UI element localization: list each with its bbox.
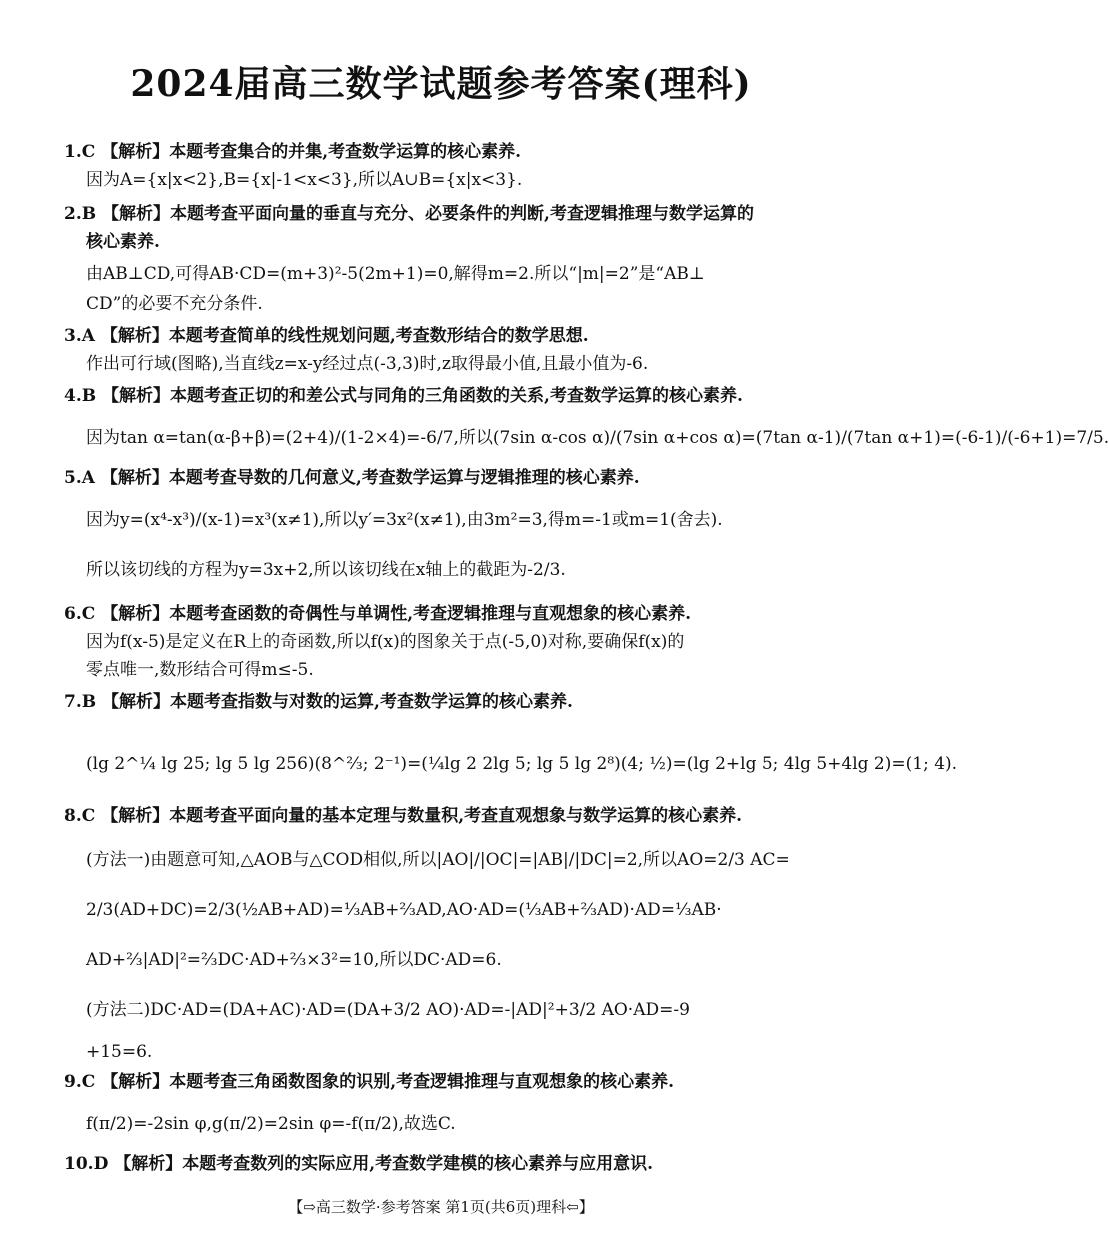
page-title: 2024届高三数学试题参考答案(理科) [130, 63, 752, 105]
q5-body-2: 所以该切线的方程为y=3x+2,所以该切线在x轴上的截距为-2/3. [86, 560, 566, 580]
q2-body-2: CD”的必要不充分条件. [86, 294, 263, 314]
q3-body: 作出可行域(图略),当直线z=x-y经过点(-3,3)时,z取得最小值,且最小值为-6. [86, 354, 649, 374]
q1-body: 因为A={x|x<2},B={x|-1<x<3},所以A∪B={x|x<3}. [86, 170, 523, 190]
q2-heading-cont: 核心素养. [86, 232, 160, 252]
q6-body-1: 因为f(x-5)是定义在R上的奇函数,所以f(x)的图象关于点(-5,0)对称,要确保f(x)的 [86, 632, 685, 652]
q4-heading: 4.B 【解析】本题考查正切的和差公式与同角的三角函数的关系,考查数学运算的核心素养. [64, 386, 743, 406]
q2-heading: 2.B 【解析】本题考查平面向量的垂直与充分、必要条件的判断,考查逻辑推理与数学运算的 [64, 204, 754, 224]
q8-method1-1: (方法一)由题意可知,△AOB与△COD相似,所以|AO|/|OC|=|AB|/|DC|=2,所以AO=2/3 AC= [86, 850, 790, 870]
q6-body-2: 零点唯一,数形结合可得m≤-5. [86, 660, 314, 680]
q10-heading: 10.D 【解析】本题考查数列的实际应用,考查数学建模的核心素养与应用意识. [64, 1154, 654, 1174]
q5-body-1: 因为y=(x⁴-x³)/(x-1)=x³(x≠1),所以y′=3x²(x≠1),由3m²=3,得m=-1或m=1(舍去). [86, 510, 723, 530]
q2-body-1: 由AB⊥CD,可得AB·CD=(m+3)²-5(2m+1)=0,解得m=2.所以“|m|=2”是“AB⊥ [86, 264, 705, 284]
q6-heading: 6.C 【解析】本题考查函数的奇偶性与单调性,考查逻辑推理与直观想象的核心素养. [64, 604, 692, 624]
q1-heading: 1.C 【解析】本题考查集合的并集,考查数学运算的核心素养. [64, 142, 522, 162]
q8-method2-1: (方法二)DC·AD=(DA+AC)·AD=(DA+3/2 AO)·AD=-|AD|²+3/2 AO·AD=-9 [86, 1000, 690, 1020]
q4-body: 因为tan α=tan(α-β+β)=(2+4)/(1-2×4)=-6/7,所以(7sin α-cos α)/(7sin α+cos α)=(7tan α-1)/(7tan α+1)=(-6-1)/(-6+1)=7/5. [86, 428, 1109, 448]
q5-heading: 5.A 【解析】本题考查导数的几何意义,考查数学运算与逻辑推理的核心素养. [64, 468, 640, 488]
q8-method1-2: 2/3(AD+DC)=2/3(½AB+AD)=⅓AB+⅔AD,AO·AD=(⅓AB+⅔AD)·AD=⅓AB· [86, 900, 722, 920]
q9-heading: 9.C 【解析】本题考查三角函数图象的识别,考查逻辑推理与直观想象的核心素养. [64, 1072, 675, 1092]
q8-method1-3: AD+⅔|AD|²=⅔DC·AD+⅔×3²=10,所以DC·AD=6. [86, 950, 502, 970]
page-footer: 【⇨高三数学·参考答案 第1页(共6页)理科⇦】 [288, 1198, 594, 1216]
q3-heading: 3.A 【解析】本题考查简单的线性规划问题,考查数形结合的数学思想. [64, 326, 589, 346]
q7-heading: 7.B 【解析】本题考查指数与对数的运算,考查数学运算的核心素养. [64, 692, 573, 712]
q9-body: f(π/2)=-2sin φ,g(π/2)=2sin φ=-f(π/2),故选C. [86, 1114, 456, 1134]
q7-body: (lg 2^¼ lg 25; lg 5 lg 256)(8^⅔; 2⁻¹)=(¼lg 2 2lg 5; lg 5 lg 2⁸)(4; ½)=(lg 2+lg 5; 4lg 5+4lg 2)=(1; 4). [86, 754, 958, 774]
q8-method2-2: +15=6. [86, 1042, 153, 1062]
q8-heading: 8.C 【解析】本题考查平面向量的基本定理与数量积,考查直观想象与数学运算的核心素养. [64, 806, 743, 826]
